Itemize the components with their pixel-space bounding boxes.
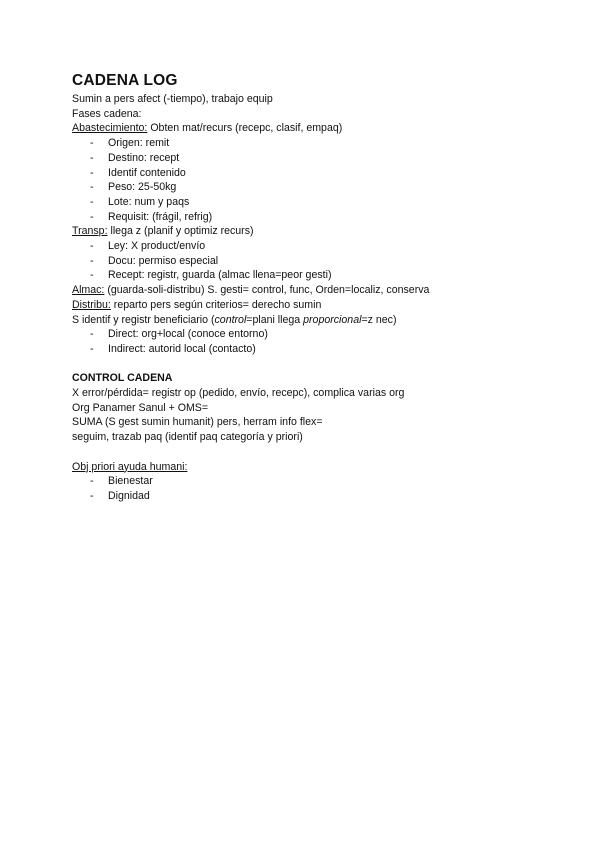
- objetivos-label: Obj priori ayuda humani:: [72, 460, 188, 473]
- document-body: [72, 71, 542, 504]
- list-item: - Indirect: autorid local (contacto): [90, 342, 256, 355]
- abastecimiento-list: [72, 136, 542, 224]
- list-item: - Bienestar: [90, 475, 153, 488]
- list-item: - Docu: permiso especial: [90, 254, 219, 267]
- transp-line: [72, 224, 542, 239]
- almac-label: Almac:: [72, 284, 105, 297]
- list-item: - Ley: X product/envío: [90, 240, 206, 253]
- objetivos-line: [72, 460, 542, 475]
- transp-text: llega z (planif y optimiz recurs): [107, 225, 254, 238]
- control-line-4: seguim, trazab paq (identif paq categoría y priori): [72, 431, 303, 444]
- abastecimiento-text: Obten mat/recurs (recepc, clasif, empaq): [147, 122, 343, 135]
- control-heading: CONTROL CADENA: [72, 372, 173, 385]
- intro-line-1: Sumin a pers afect (-tiempo), trabajo equip: [72, 93, 273, 105]
- list-item: - Destino: recept: [90, 151, 180, 164]
- control-line-2: Org Panamer Sanul + OMS=: [72, 401, 209, 414]
- identif-line: S identif y registr beneficiario (control=plani llega proporcional=z nec): [72, 313, 397, 326]
- list-item: - Requisit: (frágil, refrig): [90, 210, 213, 223]
- distribu-text: reparto pers según criterios= derecho sumin: [110, 298, 322, 311]
- list-item: - Recept: registr, guarda (almac llena=peor gesti): [90, 269, 332, 282]
- intro-line-2: Fases cadena:: [72, 107, 142, 120]
- control-line-3: SUMA (S gest sumin humanit) pers, herram info flex=: [72, 416, 323, 429]
- distribu-label: Distribu:: [72, 298, 111, 311]
- list-item: - Peso: 25-50kg: [90, 181, 177, 194]
- identif-list: [72, 327, 542, 356]
- transp-label: Transp:: [72, 225, 108, 238]
- list-item: - Origen: remit: [90, 137, 170, 150]
- control-line-1: X error/pérdida= registr op (pedido, envío, recepc), complica varias org: [72, 387, 405, 400]
- objetivos-list: [72, 474, 542, 503]
- list-item: - Lote: num y paqs: [90, 195, 190, 208]
- abastecimiento-label: Abastecimiento:: [72, 122, 148, 135]
- distribu-line: [72, 298, 542, 313]
- list-item: - Identif contenido: [90, 166, 186, 179]
- list-item: - Direct: org+local (conoce entorno): [90, 328, 268, 341]
- abastecimiento-line: [72, 121, 542, 136]
- transp-list: [72, 239, 542, 283]
- spacer: [72, 445, 542, 460]
- list-item: - Dignidad: [90, 489, 150, 502]
- page-title: CADENA LOG: [72, 72, 178, 89]
- almac-text: (guarda-soli-distribu) S. gesti= control, func, Orden=localiz, conserva: [104, 284, 430, 297]
- almac-line: [72, 283, 542, 298]
